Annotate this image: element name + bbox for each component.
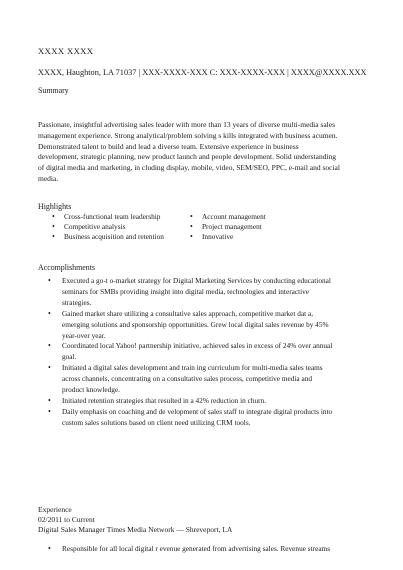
highlight-item: • Innovative (190, 232, 266, 242)
summary-line: development, strategic planning, new product launch and people development. Solid understanding (38, 152, 337, 162)
candidate-name: XXXX XXXX (38, 46, 94, 56)
highlight-item: • Cross-functional team leadership (52, 212, 164, 222)
summary-heading: Summary (38, 86, 69, 95)
experience-heading: Experience (38, 505, 72, 514)
accomplishment-item: • Coordinated local Yahoo! partnership initiative, achieved sales in excess of 24% over annual goal. (48, 341, 368, 363)
summary-line: Passionate, insightful advertising sales leader with more than 13 years of diverse multi-media sales (38, 120, 336, 129)
accomplishment-item: • Gained market share utilizing a consultative sales approach, competitive market dat a, emerging solutions and sponsorship opportunities. Grew local digital sales revenue by 45% year-over year. (48, 309, 368, 342)
accomplishments-list (48, 276, 368, 429)
accomplishment-item: • Initiated retention strategies that resulted in a 42% reduction in churn. (48, 396, 368, 407)
summary-line: media. (38, 173, 59, 183)
highlights-right-column (190, 212, 266, 242)
highlight-item: • Account management (190, 212, 266, 222)
highlight-item: • Competitive analysis (52, 222, 164, 232)
experience-role: Digital Sales Manager Times Media Network — Shreveport, LA (38, 525, 233, 534)
accomplishment-item: • Initiated a digital sales development and train ing curriculum for multi-media sales teams across channels, concentrating on a consultative sales process, competitive media and product knowledge. (48, 363, 368, 396)
experience-dates: 02/2011 to Current (38, 515, 95, 524)
summary-paragraph (38, 120, 370, 185)
summary-line: management experience. Strong analytical/problem solving s kills integrated with business acumen. (38, 130, 338, 140)
highlight-item: • Business acquisition and retention (52, 232, 164, 242)
highlights-left-column (52, 212, 164, 242)
highlights-heading: Highlights (38, 202, 72, 211)
summary-line: Demonstrated talent to build and lead a diverse team. Extensive experience in business (38, 141, 299, 151)
summary-line: of digital media and marketing, in cluding display, mobile, video, SEM/SEO, PPC, e-mail and social (38, 163, 340, 173)
contact-line: XXXX, Haughton, LA 71037 | XXX-XXXX-XXX C: XXX-XXXX-XXX | XXXX@XXXX.XXX (38, 68, 367, 77)
experience-bullet: • Responsible for all local digital r evenue generated from advertising sales. Revenue streams (48, 544, 330, 553)
accomplishment-item: • Daily emphasis on coaching and de velopment of sales staff to integrate digital products into custom sales solutions based on client need utilizing CRM tools. (48, 407, 368, 429)
highlight-item: • Project management (190, 222, 266, 232)
accomplishment-item: • Executed a go-t o-market strategy for Digital Marketing Services by conducting educational seminars for SMBs providing insight into digital media, technologies and interactive strategies. (48, 276, 368, 309)
accomplishments-heading: Accomplishments (38, 263, 95, 272)
